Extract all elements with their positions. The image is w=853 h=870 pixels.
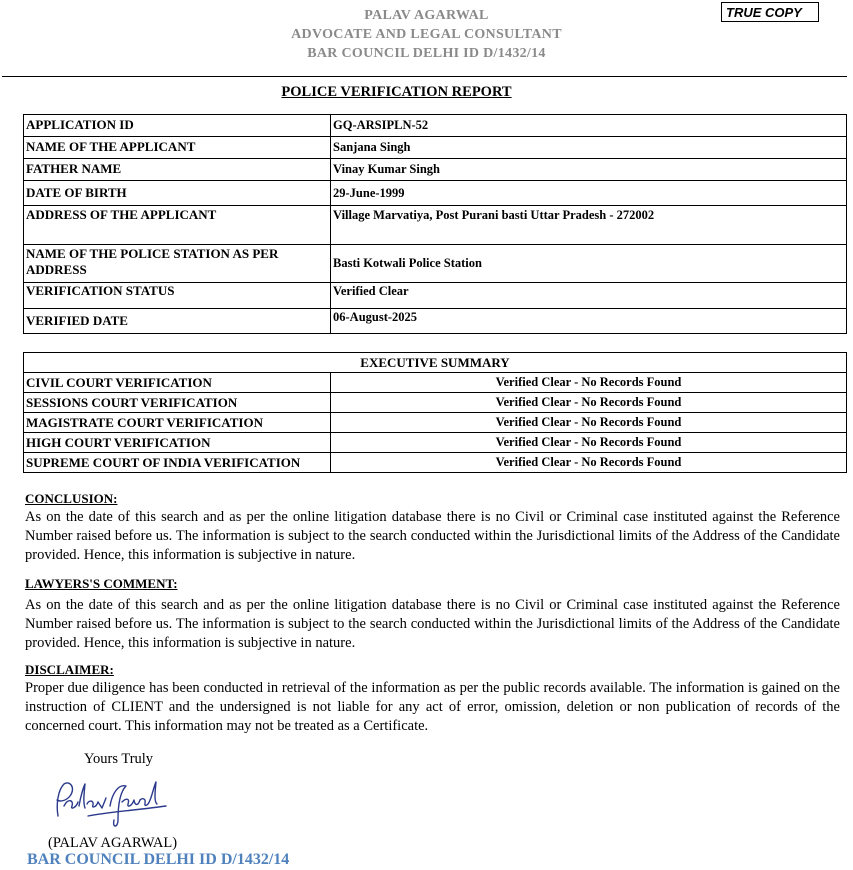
detail-label: VERIFIED DATE <box>24 309 331 334</box>
detail-label: ADDRESS OF THE APPLICANT <box>24 206 331 245</box>
conclusion-text: As on the date of this search and as per the online litigation database there is no Civil or Criminal case instituted against the Reference Number raised before us. The information is subject to the search conducted within the Jurisdictional limits of the Address of the Candidate provided. Hence, this information is subjective in nature. <box>25 509 840 563</box>
court-result: Verified Clear - No Records Found <box>331 453 847 473</box>
court-result: Verified Clear - No Records Found <box>331 433 847 453</box>
lawyers-comment-heading: LAWYERS'S COMMENT: <box>25 576 178 591</box>
court-result: Verified Clear - No Records Found <box>331 393 847 413</box>
table-row <box>24 245 847 283</box>
disclaimer-text: Proper due diligence has been conducted in retrieval of the information as per the public records available. The information is gained on the instruction of CLIENT and the undersigned is not liable for any act of error, omission, deletion or non publication of records of the concerned court. This information may not be treated as a Certificate. <box>25 680 840 734</box>
table-row <box>24 206 847 245</box>
applicant-details-table <box>23 114 847 334</box>
court-result: Verified Clear - No Records Found <box>331 413 847 433</box>
executive-summary-title: EXECUTIVE SUMMARY <box>24 353 847 373</box>
signatory-name: (PALAV AGARWAL) <box>48 835 178 851</box>
closing-line: Yours Truly <box>84 751 154 767</box>
detail-label: FATHER NAME <box>24 159 331 181</box>
table-row <box>24 137 847 159</box>
header-divider <box>2 76 847 77</box>
table-row <box>24 283 847 309</box>
true-copy-stamp: TRUE COPY <box>721 2 819 22</box>
conclusion-heading: CONCLUSION: <box>25 491 118 506</box>
court-label: HIGH COURT VERIFICATION <box>24 433 331 453</box>
signature-image <box>48 776 178 834</box>
court-label: SESSIONS COURT VERIFICATION <box>24 393 331 413</box>
court-label: SUPREME COURT OF INDIA VERIFICATION <box>24 453 331 473</box>
detail-label: VERIFICATION STATUS <box>24 283 331 309</box>
detail-value: Sanjana Singh <box>331 137 847 159</box>
detail-value: Basti Kotwali Police Station <box>331 245 847 283</box>
letterhead-designation: ADVOCATE AND LEGAL CONSULTANT <box>291 27 562 42</box>
signature <box>48 776 178 839</box>
court-result: Verified Clear - No Records Found <box>331 373 847 393</box>
disclaimer-heading: DISCLAIMER: <box>25 662 114 677</box>
detail-value: Village Marvatiya, Post Purani basti Uttar Pradesh - 272002 <box>331 206 847 245</box>
detail-value: GQ-ARSIPLN-52 <box>331 115 847 137</box>
report-title: POLICE VERIFICATION REPORT <box>281 84 512 100</box>
table-row <box>24 413 847 433</box>
executive-summary-table <box>23 352 847 473</box>
detail-label: APPLICATION ID <box>24 115 331 137</box>
court-label: MAGISTRATE COURT VERIFICATION <box>24 413 331 433</box>
signatory-bar-id: BAR COUNCIL DELHI ID D/1432/14 <box>27 851 290 868</box>
table-row <box>24 115 847 137</box>
court-label: CIVIL COURT VERIFICATION <box>24 373 331 393</box>
table-row <box>24 373 847 393</box>
lawyers-comment-text: As on the date of this search and as per the online litigation database there is no Civil or Criminal case instituted against the Reference Number raised before us. The information is subject to the search conducted within the Jurisdictional limits of the Address of the Candidate provided. Hence, this information is subjective in nature. <box>25 597 840 651</box>
detail-label: NAME OF THE POLICE STATION AS PER ADDRESS <box>24 245 331 283</box>
table-row <box>24 433 847 453</box>
table-row <box>24 159 847 181</box>
letterhead-bar-id: BAR COUNCIL DELHI ID D/1432/14 <box>307 46 546 61</box>
detail-value: Vinay Kumar Singh <box>331 159 847 181</box>
letterhead-name: PALAV AGARWAL <box>364 8 489 23</box>
table-row <box>24 309 847 334</box>
table-row <box>24 453 847 473</box>
detail-value: 29-June-1999 <box>331 181 847 206</box>
table-row <box>24 181 847 206</box>
table-row <box>24 393 847 413</box>
detail-label: NAME OF THE APPLICANT <box>24 137 331 159</box>
detail-label: DATE OF BIRTH <box>24 181 331 206</box>
table-row <box>24 353 847 373</box>
detail-value: Verified Clear <box>331 283 847 309</box>
detail-value: 06-August-2025 <box>331 309 847 334</box>
